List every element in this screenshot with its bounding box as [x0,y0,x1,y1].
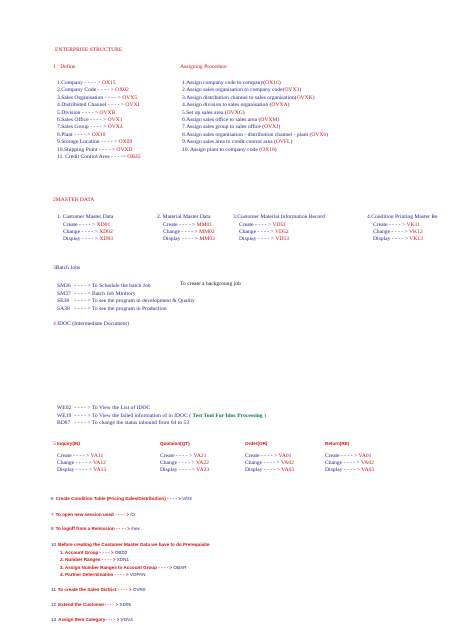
prereq-item [60,564,186,571]
grid-row [57,222,113,229]
tcode: VA22 [195,460,209,466]
idoc-title: IDOC (Intermediate Document) [57,321,129,327]
column-heading: 4.Condition Printing Master Re [367,214,438,220]
grid-row [325,460,374,467]
column-heading: 3.Customer Material Information Record [233,214,325,220]
tcode: OVXA [271,102,288,109]
row-action: Create - - - - > [239,221,273,228]
idoc-highlight: Test Tool For Idoc Processing [192,412,265,419]
grid-row [160,453,209,460]
grid-row [157,236,215,243]
grid-row [367,229,438,236]
row-action: Create - - - - > [325,452,359,459]
assign-label: 1.Assign company code to company( [182,80,266,86]
row-action: Display - - - - > [245,467,282,474]
tcode: BD87 [57,420,71,427]
row-action: Change - - - - > [163,229,200,235]
row-action: Create - - - - > [57,452,91,459]
define-label: 11. Credit Control Area - - - -> [57,154,128,161]
tcode: VA21 [193,452,207,459]
section-num: 7 [51,512,54,517]
row-action: Change - - - - > [239,229,275,235]
row-action: Change - - - - > [325,460,361,466]
assign-label: 10. Assign plant to company code ( [182,146,262,153]
tcode: VA03 [361,467,375,474]
row-action: Change - - - - > [373,229,409,235]
tcode: OVX1 [107,117,123,124]
tcode: OX02 [115,87,129,94]
row-action: Create - - - - > [163,221,197,228]
section-num: 8 [51,526,54,531]
batch-note: To create a backgroung job [180,281,241,287]
paren: ) [290,139,293,146]
batch-item [57,298,195,306]
tcode: SM36 [57,283,71,289]
grid-row [160,467,209,474]
misc-line [51,542,210,549]
tcode: VA02 [280,460,294,466]
sales-doc-grid [57,441,474,481]
grid-row [233,222,325,229]
idoc-item [57,420,266,428]
column-heading: Return(RE) [325,441,350,446]
tcode: VA01 [358,452,372,459]
idoc-desc: - - - - > To change the status inbound from 64 to 53 [73,420,190,427]
paren: ) [299,87,302,94]
tcode: XD03 [99,236,114,243]
section-num: 1 [53,64,56,70]
define-label: 6.Sales Office - - - - > [57,117,108,124]
define-item [57,87,141,94]
tcode: OVXM [260,117,278,124]
tcode: SE38 [57,298,70,305]
tcode: VA03 [281,467,295,474]
tcode: SA38 [57,305,70,312]
tcode: VD51 [272,221,287,228]
tcode: VA12 [92,460,106,466]
master-title: MASTER DATA [55,197,95,203]
tcode: OVXK [296,94,313,101]
section-num: 10 [51,542,57,547]
tcode: VA01 [278,452,292,459]
tcode: OVX4 [107,124,123,131]
tcode: OX18 [261,146,275,153]
grid-row [57,467,106,474]
column-heading: 1. Customer Master Data [57,214,114,220]
misc-line [51,587,145,594]
section-num: 11 [51,587,56,592]
paren: ) [326,131,329,138]
assign-label: 8.Assign sales organisation - distribution channel - plant ( [182,131,312,138]
misc-line [51,512,135,519]
define-label: 1.Company - - - - > [57,80,102,86]
batch-item [57,306,195,314]
assign-item [182,147,328,154]
misc-text: Create Condition Table (Pricing Sales/Distribution) - - - - > [55,496,183,501]
batch-item [57,283,195,291]
grid-row [57,460,106,467]
define-label: Define [60,64,76,70]
row-action: Create - - - - > [63,221,97,228]
tcode: OX15 [101,80,116,86]
row-action: Display - - - - > [57,467,94,474]
tcode: OVX6 [311,131,327,138]
column-heading: Inquiry(IN) [57,441,80,446]
define-label: 10.Shipping Point - - - - > [57,146,117,153]
batch-title: Batch Jobs [55,265,81,271]
tcode: VD52 [274,229,289,235]
section-3-heading [53,265,80,272]
assign-label: 5.Set up sales area ( [182,109,227,116]
batch-desc: - - - - > Batch Job Minitory [73,290,136,297]
misc-line [51,526,140,533]
tcode: VA13 [93,467,107,474]
tcode: OVR0 [132,587,146,592]
define-item [57,132,141,139]
prereq-text: 2. Number Ranges - - - - > [60,557,117,563]
assign-label: 3.Assign distribution channel to sales organisation( [182,94,297,101]
column-heading: 2. Material Master Data [157,214,211,220]
section-num: 12 [51,602,57,607]
row-action: Change - - - - > [245,460,281,466]
misc-text: Before creating the Customer Master Data we have to do Prerequisite [58,542,210,547]
assign-item [182,124,328,131]
grid-column [245,441,294,475]
tcode: VOPAN [129,572,146,578]
grid-row [325,467,374,474]
row-action: Create - - - - > [160,452,194,459]
section-1-heading [53,64,75,71]
grid-column [57,214,113,244]
row-action: Display - - - - > [63,236,100,243]
assign-item [182,87,328,94]
tcode: OB45 [127,154,141,161]
grid-column [157,214,215,244]
row-action: Change - - - - > [57,460,93,466]
paren: ) [264,412,266,419]
assign-item [182,102,328,109]
row-action: Change - - - - > [160,460,196,466]
paren: ) [274,146,277,153]
tcode: OVFL [275,139,291,146]
assign-label: Assigning Procedure [180,64,227,70]
grid-row [160,460,209,467]
misc-line [51,602,131,609]
define-label: 2.Company Code - - - - > [57,87,116,94]
tcode: /nex [131,526,140,531]
prereq-text: 1. Account Group - - - - > [60,550,115,555]
tcode: OVXI [125,102,140,109]
tcode: MM01 [196,221,213,228]
tcode: OBD2 [114,550,128,555]
paren: ) [278,124,281,131]
section-4-heading [53,321,129,328]
tcode: VOV4 [120,617,133,622]
tcode: XDN1 [116,557,130,563]
grid-row [57,236,113,243]
grid-row [245,460,294,467]
misc-line [51,617,133,624]
prereq-item [60,549,186,556]
section-5-num: 5 [53,441,56,447]
define-item [57,154,141,161]
section-2-heading [53,197,94,204]
tcode: OVXB [99,109,116,116]
define-label: 7.Sales Group - - - - > [57,124,108,131]
tcode: XD01 [96,221,111,228]
paren: ) [312,94,315,101]
define-label: 8.Plant - - - - > [57,131,92,138]
define-list [57,80,141,161]
assign-label: 4.Assign division to sales organisation ( [182,102,272,109]
define-item [57,95,141,102]
column-heading: Order(OR) [245,441,268,446]
grid-column [367,214,438,244]
row-action: Change - - - - > [63,229,100,235]
assign-label: 2.Assign sales organisation to company code( [182,87,285,94]
tcode: OVXD [116,146,133,153]
tcode: OX09 [118,139,133,146]
idoc-list [57,405,266,428]
prereq-item [60,556,186,563]
tcode: MM02 [199,229,215,235]
tcode: WE02 [57,405,72,411]
row-action: Display - - - - > [163,236,200,243]
section-num: 13 [51,617,57,622]
row-action: Create - - - - > [373,221,407,228]
batch-desc: - - - - > To Schedule the batch Job [73,283,151,289]
grid-column [57,441,106,475]
misc-text: To open new session used - - - - > [55,512,131,517]
paren: ) [278,80,281,86]
define-item [57,102,141,109]
define-item [57,124,141,131]
grid-row [367,222,438,229]
assign-list [182,80,328,154]
enterprise-title: ENTERPRISE STRUCTURE [55,47,123,53]
tcode: VK11 [406,221,420,228]
tcode: OVX5 [122,94,138,101]
paren: ) [277,117,280,124]
misc-text: To logoff from a Remission - - - - > [55,526,132,531]
tcode: OX10 [91,131,106,138]
grid-row [57,229,113,236]
grid-row [233,236,325,243]
row-action: Display - - - - > [160,467,197,474]
grid-row [367,236,438,243]
tcode: VA23 [196,467,210,474]
prereq-list [60,549,186,579]
define-item [57,80,141,87]
define-item [57,117,141,124]
grid-row [157,222,215,229]
define-label: 9.Storage Location - - - - > [57,139,119,146]
section-num: 6 [51,496,54,501]
assign-label: 6.Assign sales office to sales area ( [182,117,261,124]
row-action: Create - - - - > [245,452,279,459]
grid-row [245,453,294,460]
row-action: Display - - - - > [373,236,410,243]
grid-column [233,214,325,244]
batch-list [57,283,195,313]
tcode: OVX3 [284,87,300,94]
define-label: 4.Distributed Channel - - - - > [57,102,126,109]
tcode: OVXG [226,109,243,116]
prereq-text: 3. Assign Number Ranges to Account Group - - - - > [60,564,174,570]
define-label: 3.Sales Organisation - - - - > [57,94,123,101]
define-item [57,147,141,154]
tcode: VK12 [408,229,423,235]
grid-column [160,441,209,475]
misc-text: Extend the Customer- - - - > [58,602,120,607]
grid-row [57,453,106,460]
tcode: SM37 [57,290,71,297]
tcode: XD02 [99,229,113,235]
grid-column [325,441,374,475]
tcode: /O [130,512,135,517]
row-action: Display - - - - > [239,236,276,243]
batch-desc: - - - - > To see the program in Production [73,305,167,312]
assign-label: 7.Assign sales group to sales office ( [182,124,265,131]
row-action: Display - - - - > [325,467,362,474]
grid-row [325,453,374,460]
misc-text: Assign Item Category- - - - > [58,617,121,622]
prereq-text: 4. Partner Determination - - - - > [60,572,130,578]
prereq-item [60,571,186,578]
grid-row [245,467,294,474]
batch-desc: - - - - > To see the program in development & Quality [73,298,195,305]
idoc-desc: - - - - > To View the List of IDOC [73,405,151,411]
define-label: 5.Division - - - - > [57,109,100,116]
tcode: WE19 [57,412,72,419]
define-item [57,110,141,117]
misc-line [51,496,192,503]
paren: ) [242,109,245,116]
batch-item [57,291,195,299]
misc-text: To create the Sales District - - - - > [57,587,133,592]
tcode: VK13 [409,236,423,243]
assign-item [182,139,328,146]
idoc-item [57,405,266,413]
master-data-grid [57,214,474,254]
tcode: V/03 [182,496,192,501]
tcode: OX16 [265,80,279,86]
section-num: 3 [53,265,56,271]
tcode: OBAR [173,564,187,570]
tcode: OVXJ [264,124,279,131]
tcode: VA11 [90,452,104,459]
column-heading: Quotaion(QT) [160,441,190,446]
tcode: VD53 [275,236,289,243]
define-item [57,139,141,146]
section-num: 4 [53,321,56,327]
tcode: MM03 [199,236,215,243]
paren: ) [287,102,290,109]
assign-item [182,110,328,117]
tcode: XD05 [119,602,132,607]
grid-row [157,229,215,236]
assign-label: 9.Assign sales area to credit control area ( [182,139,276,146]
section-num: 2 [53,197,56,203]
idoc-desc: - - - - > To View the failed information of in IDOC ( [73,412,193,419]
tcode: VA02 [360,460,374,466]
grid-row [233,229,325,236]
